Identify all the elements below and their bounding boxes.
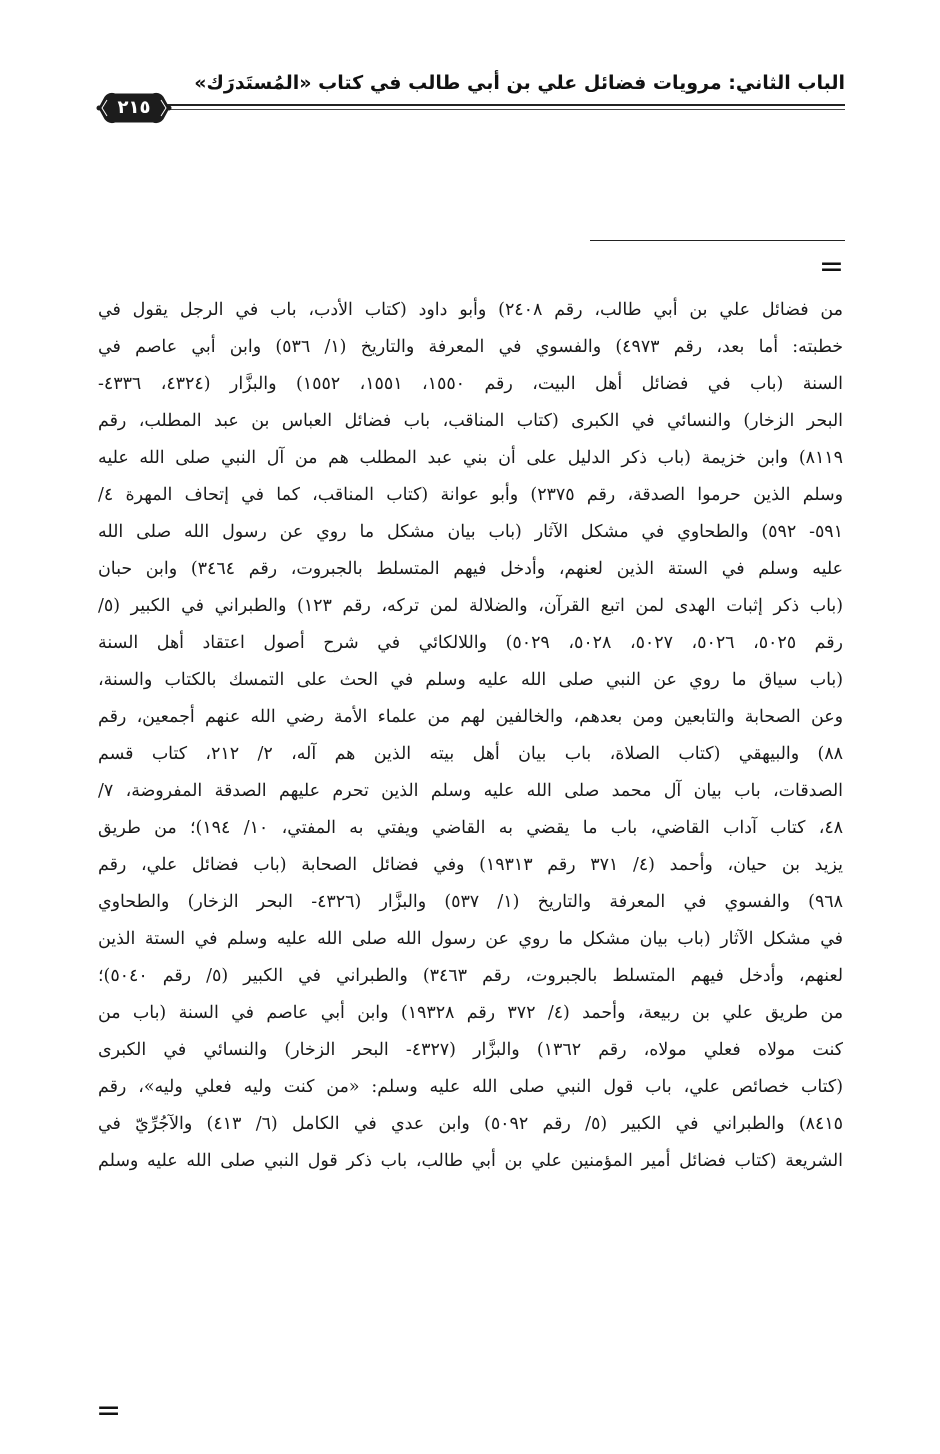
footnote-line: من طريق علي بن ربيعة، وأحمد (٤/ ٣٧٢ رقم ١٩٣٢٨) وابن أبي عاصم في السنة (باب من	[98, 1003, 843, 1023]
page-number: ٢١٥	[117, 97, 151, 118]
page-number-badge	[95, 91, 173, 125]
footnote-line: كنت مولاه فعلي مولاه، رقم ١٣٦٢) والبزَّار (٤٣٢٧- البحر الزخار) والنسائي في الكبرى	[98, 1040, 843, 1060]
footnote-line: ٤٨، كتاب آداب القاضي، باب ما يقضي به القاضي ويفتي به المفتي، ١٠/ ١٩٤)؛ من طريق	[98, 818, 843, 838]
footnote-body	[98, 292, 843, 1180]
running-header	[95, 66, 845, 106]
footnote-line: خطبته: أما بعد، رقم ٤٩٧٣) والفسوي في المعرفة والتاريخ (١/ ٥٣٦) وابن أبي عاصم في	[98, 337, 843, 357]
footnote-line: لعنهم، وأدخل فيهم المتسلط بالجبروت، رقم ٣٤٦٣) والطبراني في الكبير (٥/ رقم ٥٠٤٠)؛	[98, 966, 843, 986]
footnote-line: ٨١١٩) وابن خزيمة (باب ذكر الدليل على أن بني عبد المطلب هم من آل النبي صلى الله عليه	[98, 448, 843, 468]
footnote-line: ٥٩١- ٥٩٢) والطحاوي في مشكل الآثار (باب بيان مشكل ما روي عن رسول الله صلى الله	[98, 522, 843, 542]
footnote-line: يزيد بن حيان، وأحمد (٤/ ٣٧١ رقم ١٩٣١٣) وفي فضائل الصحابة (باب فضائل علي، رقم	[98, 855, 843, 875]
chapter-title: الباب الثاني: مرويات فضائل علي بن أبي طالب في كتاب «المُستَدرَك»	[194, 72, 845, 94]
footnote-line: (باب سياق ما روي عن النبي صلى الله عليه وسلم في الحث على التمسك بالكتاب والسنة،	[98, 670, 843, 690]
footnote-line: الصدقات، باب بيان آل محمد صلى الله عليه وسلم الذين تحرم عليهم الصدقة المفروضة، ٧/	[98, 781, 843, 801]
footnote-line: ٩٦٨) والفسوي في المعرفة والتاريخ (١/ ٥٣٧) والبزَّار (٤٣٢٦- البحر الزخار) والطحاوي	[98, 892, 843, 912]
continuation-mark-bottom: =	[96, 1393, 122, 1428]
footnote-line: الشريعة (كتاب فضائل أمير المؤمنين علي بن أبي طالب، باب ذكر قول النبي صلى الله عليه وسلم	[98, 1151, 843, 1171]
footnote-line: عليه وسلم في الستة الذين لعنهم، وأدخل فيهم المتسلط بالجبروت، رقم ٣٤٦٤) وابن حبان	[98, 559, 843, 579]
footnote-line: السنة (باب في فضائل أهل البيت، رقم ١٥٥٠، ١٥٥١، ١٥٥٢) والبزَّار (٤٣٢٤، ٤٣٣٦-	[98, 374, 843, 394]
footnote-line: وسلم الذين حرموا الصدقة، رقم ٢٣٧٥) وأبو عوانة (كتاب المناقب، كما في إتحاف المهرة ٤/	[98, 485, 843, 505]
footnote-line: ٨٨) والبيهقي (كتاب الصلاة، باب بيان أهل بيته الذين هم آله، ٢/ ٢١٢، كتاب قسم	[98, 744, 843, 764]
header-rule	[155, 104, 845, 106]
footnote-line: من فضائل علي بن أبي طالب، رقم ٢٤٠٨) وأبو داود (كتاب الأدب، باب في الرجل يقول في	[98, 300, 843, 320]
footnote-line: وعن الصحابة والتابعين ومن بعدهم، والخالفين لهم من علماء الأمة رضي الله عنهم أجمعين، رقم	[98, 707, 843, 727]
header-rule-thin	[155, 109, 845, 110]
footnote-line: (كتاب خصائص علي، باب قول النبي صلى الله عليه وسلم: «من كنت وليه فعلي وليه»، رقم	[98, 1077, 843, 1097]
footnote-line: (باب ذكر إثبات الهدى لمن اتبع القرآن، والضلالة لمن تركه، رقم ١٢٣) والطبراني في الكبير (٥/	[98, 596, 843, 616]
footnote-line: البحر الزخار) والنسائي في الكبرى (كتاب المناقب، باب فضائل العباس بن عبد المطلب، رقم	[98, 411, 843, 431]
footnote-separator	[590, 240, 845, 241]
footnote-line: رقم ٥٠٢٥، ٥٠٢٦، ٥٠٢٧، ٥٠٢٨، ٥٠٢٩) واللالكائي في شرح أصول اعتقاد أهل السنة	[98, 633, 843, 653]
footnote-line: في مشكل الآثار (باب بيان مشكل ما روي عن رسول الله صلى الله عليه وسلم في الستة الذين	[98, 929, 843, 949]
continuation-mark: =	[818, 249, 844, 284]
footnote-line: ٨٤١٥) والطبراني في الكبير (٥/ رقم ٥٠٩٢) وابن عدي في الكامل (٦/ ٤١٣) والآجُرِّيّ في	[98, 1114, 843, 1134]
